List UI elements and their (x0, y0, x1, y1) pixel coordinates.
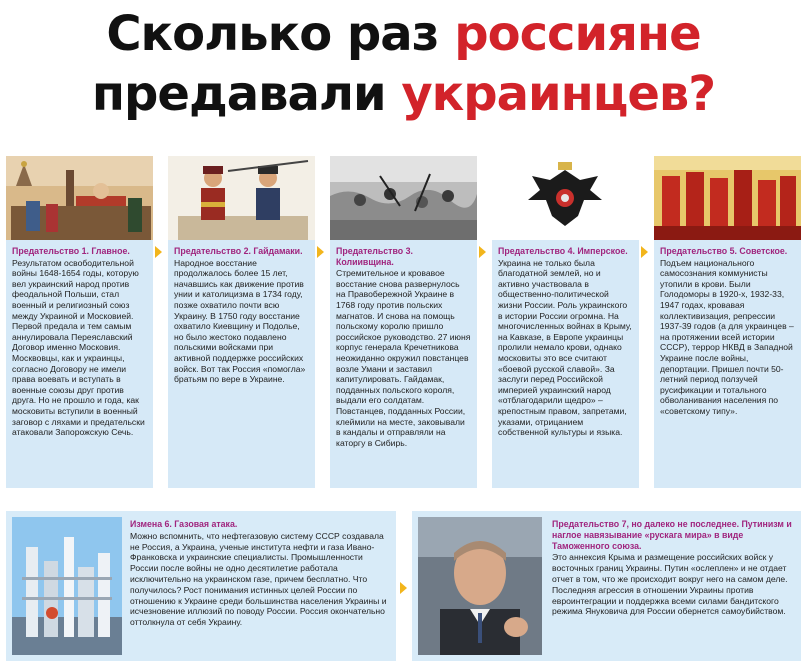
column-title: Предательство 3. Колиивщина. (336, 246, 413, 267)
column-body: Народное восстание продолжалось более 15 лет, начавшись как движение против унии и католицизма в 1734 году, позже охватило почти всю Украину. В 1750 году восстание охватило Киевщину и Подолье, но было жестоко подавлено польскими войсками при активной поддержке российских войск. Вот так Россия «помогла» братьям по вере в Украине. (174, 257, 306, 385)
imperial-eagle-image (492, 156, 639, 240)
column-text (330, 240, 477, 488)
column-text (492, 240, 639, 488)
arrow-icon (400, 582, 407, 594)
betrayal-6-text (130, 519, 390, 628)
betrayal-6-box (6, 511, 396, 661)
column-title: Предательство 2. Гайдамаки. (174, 246, 303, 256)
koliivshchyna-battle-image (330, 156, 477, 240)
betrayal-6-body: Можно вспомнить, что нефтегазовую систему СССР создавала не Россия, а Украина, ученые института нефти и газа Ивано-Франковска и украинские специалисты. Промышленности России после войны не одно десятилетие работала исключительно на украинском газе, причем бесплатно. Что получилось? Рост понимания истинных целей России по отношению к Украине среди большинства населения Украины и исчезновение иллюзий по поводу России. Россия окончательно оттолкнула от себя Украину. (130, 530, 387, 628)
column-title: Предательство 1. Главное. (12, 246, 130, 256)
gas-plant-image (12, 517, 122, 655)
betrayal-7-text (552, 519, 792, 617)
headline-part-black-1: Сколько раз (106, 6, 455, 62)
column-text (654, 240, 801, 488)
column-body: Результатом освободительной войны 1648-1654 годы, которую вел украинский народ против феодальной Польши, стал военный и религиозный союз между Украиной и Московией. Первой предала и тем самым аннулировала Переяславский Договор именно Московия. Москвовцы, как и украинцы, согласно Договору не имели права воевать и вступать в военные союзы друг против друга. Но не прошло и года, как московиты вступили в военный заговор с ляхами и предательски атаковали Запорожскую Сечь. (12, 257, 145, 438)
putin-photo-image (418, 517, 542, 655)
column-betrayal-3 (330, 156, 477, 488)
column-title: Предательство 4. Имперское. (498, 246, 628, 256)
column-text (168, 240, 315, 488)
soviet-poster-image (654, 156, 801, 240)
column-betrayal-1 (6, 156, 153, 488)
column-body: Украина не только была благодатной землей, но и активно участвовала в общественно-политической жизни России. Роль украинского в истории России огромна. На многочисленных войнах в Крыму, на Кавказе, в Европе украинцы пролили немало крови, однако московиты это все считают «боевой русской славой». За заслуги перед Российской империей украинский народ «отблагодарили щедро» – крепостным правом, запретами, указами, отрицанием собственной культуры и языка. (498, 257, 632, 438)
headline-part-red-2: украинцев? (401, 66, 716, 122)
arrow-icon (155, 246, 162, 258)
headline (0, 4, 807, 124)
betrayal-7-box (412, 511, 801, 661)
betrayal-6-title: Измена 6. Газовая атака. (130, 519, 238, 529)
headline-line-2 (0, 64, 807, 124)
headline-line-1 (0, 4, 807, 64)
column-betrayal-5 (654, 156, 801, 488)
column-body: Подъем национального самосознания коммунисты утопили в крови. Были Голодоморы в 1920-х, 1932-33, 1947 годах, кровавая коллективизация, репрессии 1937-39 годов (а для украинцев – на протяжении всей истории СССР), террор НКВД в Западной Украине после войны, депортации. Пришел почти 50-летний период ползучей русификации и тотального обволанивания населения по «советскому типу». (660, 257, 794, 416)
arrow-icon (479, 246, 486, 258)
arrow-icon (641, 246, 648, 258)
headline-part-black-2: предавали (91, 66, 402, 122)
headline-part-red-1: россияне (454, 6, 701, 62)
column-betrayal-4 (492, 156, 639, 488)
arrow-icon (317, 246, 324, 258)
column-body: Стремительное и кровавое восстание снова развернулось на Правобережной Украине в 1768 году против польских магнатов. И снова на помощь польскому королю пришло российское руководство. 27 июня корпус генерала Кречетникова неожиданно окружил повстанцев возле Умани и заставил капитулировать. Гайдамак, подданных польского короля, выдали его солдатам. Повстанцев, подданных России, клеймили на месте, заковывали в кандалы и отправляли на каторгу в Сибирь. (336, 268, 471, 448)
betrayal-7-body: Это аннексия Крыма и размещение российских войск у восточных границ Украины. Путин «ослеплен» и не отдает отчет в том, что же происходит вокруг него на самом деле. Последняя агрессия в отношении Украины против евроинтеграции и поддержка всеми силами бандитского режима Януковича для России обернется самоубийством. (552, 552, 788, 617)
painting-rada-image (6, 156, 153, 240)
haidamaky-image (168, 156, 315, 240)
betrayal-7-title: Предательство 7, но далеко не последнее. Путинизм и наглое навязывание «рускага мира» в виде Таможенного союза. (552, 519, 792, 551)
column-text (6, 240, 153, 488)
column-betrayal-2 (168, 156, 315, 488)
column-title: Предательство 5. Советское. (660, 246, 788, 256)
